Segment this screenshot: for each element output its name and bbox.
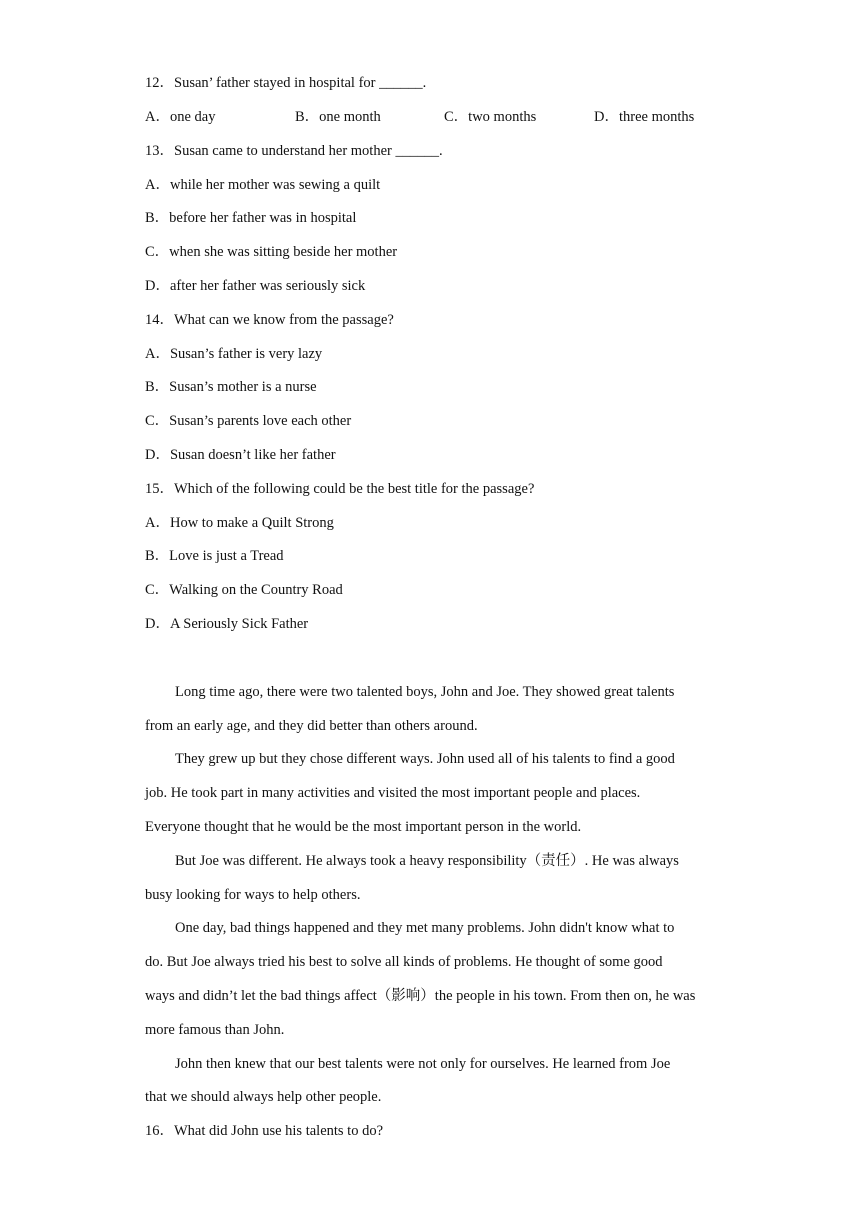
question-13-stem: 13．Susan came to understand her mother ______. [145,143,443,159]
passage-line: more famous than John. [145,1022,285,1038]
question-14-stem: 14．What can we know from the passage? [145,312,394,328]
passage-line: But Joe was different. He always took a heavy responsibility（责任）. He was always [175,853,679,869]
question-14-option-b: B．Susan’s mother is a nurse [145,379,317,395]
passage-line: busy looking for ways to help others. [145,887,361,903]
question-13-option-d: D．after her father was seriously sick [145,278,366,294]
passage-line: They grew up but they chose different ways. John used all of his talents to find a good [175,751,675,767]
question-14-option-c: C．Susan’s parents love each other [145,413,352,429]
question-14-option-d: D．Susan doesn’t like her father [145,447,336,463]
passage-line: One day, bad things happened and they met many problems. John didn't know what to [175,920,675,936]
question-12-option-b: B．one month [295,109,381,125]
passage-line: that we should always help other people. [145,1089,382,1105]
passage-line: Everyone thought that he would be the most important person in the world. [145,819,582,835]
question-15-option-a: A．How to make a Quilt Strong [145,515,334,531]
question-14-option-a: A．Susan’s father is very lazy [145,346,323,362]
question-13-option-b: B．before her father was in hospital [145,210,357,226]
passage-line: from an early age, and they did better than others around. [145,718,478,734]
question-12-option-a: A．one day [145,109,216,125]
question-15-option-c: C．Walking on the Country Road [145,582,343,598]
passage-line: job. He took part in many activities and visited the most important people and places. [145,785,641,801]
question-15-stem: 15．Which of the following could be the best title for the passage? [145,481,535,497]
passage-line: John then knew that our best talents were not only for ourselves. He learned from Joe [175,1056,671,1072]
passage-line: ways and didn’t let the bad things affect（影响）the people in his town. From then on, he was [145,988,696,1004]
question-13-option-a: A．while her mother was sewing a quilt [145,177,381,193]
question-12-option-d: D．three months [594,109,695,125]
question-15-option-b: B．Love is just a Tread [145,548,284,564]
question-15-option-d: D．A Seriously Sick Father [145,616,309,632]
question-12-stem: 12．Susan’ father stayed in hospital for ______. [145,75,427,91]
question-13-option-c: C．when she was sitting beside her mother [145,244,398,260]
passage-line: do. But Joe always tried his best to solve all kinds of problems. He thought of some good [145,954,663,970]
question-16-stem: 16．What did John use his talents to do? [145,1123,384,1139]
passage-line: Long time ago, there were two talented boys, John and Joe. They showed great talents [175,684,675,700]
question-12-option-c: C．two months [444,109,537,125]
